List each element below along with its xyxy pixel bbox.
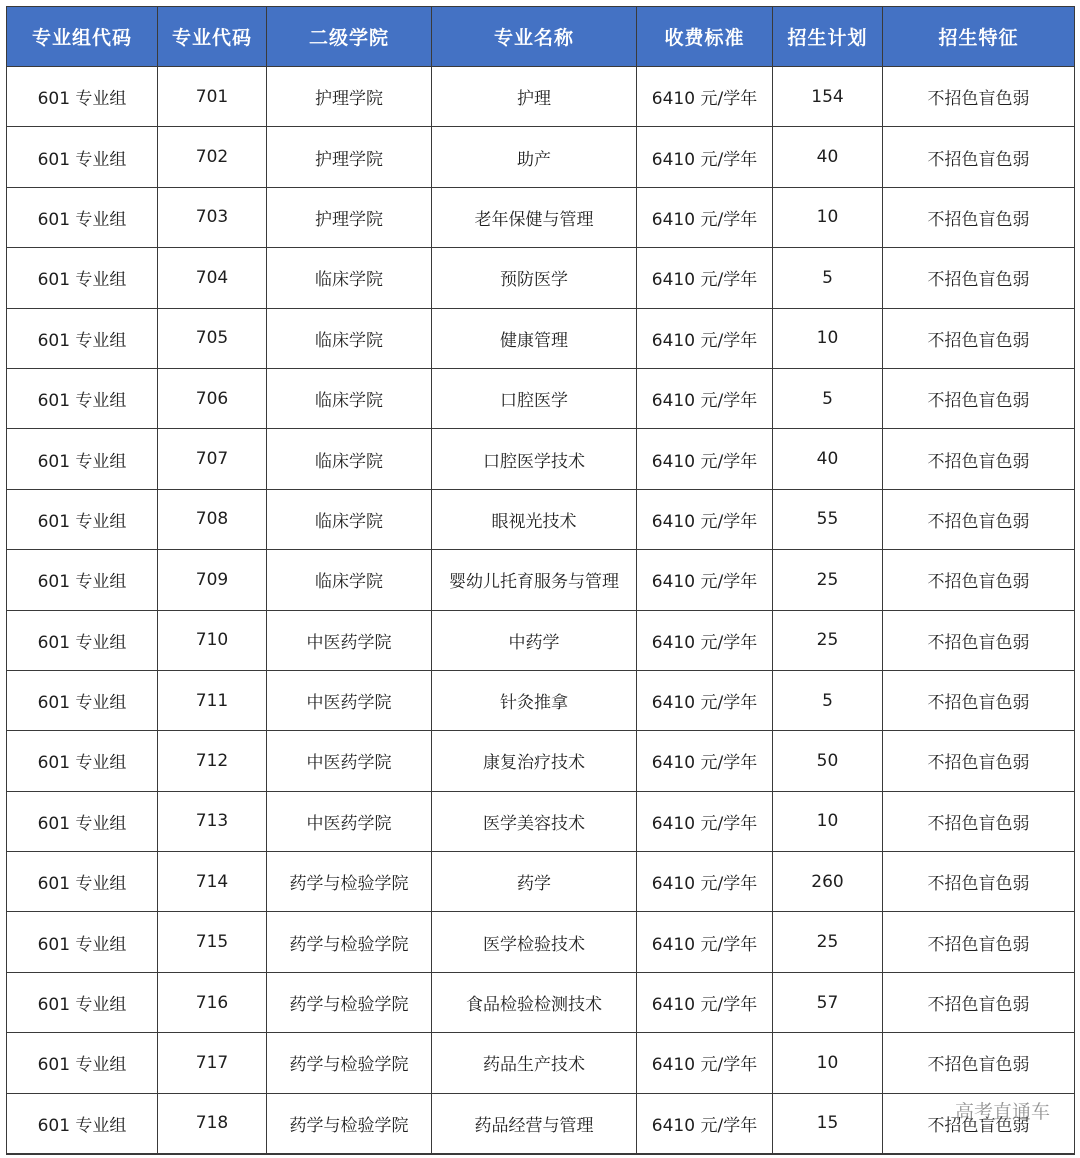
cell-enrollment-plan: 25: [773, 610, 883, 670]
table-row: [7, 248, 1075, 308]
cell-fee: 6410 元/学年: [637, 912, 773, 972]
cell-major-name: 药学: [432, 852, 637, 912]
table-row: [7, 1093, 1075, 1154]
cell-group-code: 601 专业组: [7, 550, 158, 610]
cell-major-name: 预防医学: [432, 248, 637, 308]
header-group-code: 专业组代码: [7, 7, 158, 67]
cell-college: 药学与检验学院: [267, 1033, 432, 1093]
cell-major-name: 医学检验技术: [432, 912, 637, 972]
cell-requirements: 不招色盲色弱: [883, 1033, 1075, 1093]
cell-college: 中医药学院: [267, 670, 432, 730]
cell-requirements: 不招色盲色弱: [883, 67, 1075, 127]
cell-fee: 6410 元/学年: [637, 368, 773, 428]
cell-group-code: 601 专业组: [7, 972, 158, 1032]
cell-college: 临床学院: [267, 308, 432, 368]
cell-major-code: 714: [158, 852, 267, 912]
header-requirements: 招生特征: [883, 7, 1075, 67]
header-major-name: 专业名称: [432, 7, 637, 67]
table-row: [7, 912, 1075, 972]
table-row: [7, 127, 1075, 187]
cell-major-name: 针灸推拿: [432, 670, 637, 730]
cell-major-code: 705: [158, 308, 267, 368]
header-enrollment-plan: 招生计划: [773, 7, 883, 67]
cell-enrollment-plan: 5: [773, 368, 883, 428]
cell-college: 药学与检验学院: [267, 972, 432, 1032]
cell-major-name: 药品经营与管理: [432, 1093, 637, 1154]
cell-group-code: 601 专业组: [7, 308, 158, 368]
cell-major-code: 715: [158, 912, 267, 972]
cell-major-code: 712: [158, 731, 267, 791]
cell-fee: 6410 元/学年: [637, 972, 773, 1032]
cell-college: 药学与检验学院: [267, 1093, 432, 1154]
cell-enrollment-plan: 50: [773, 731, 883, 791]
table-row: [7, 731, 1075, 791]
table-row: [7, 610, 1075, 670]
cell-major-name: 口腔医学技术: [432, 429, 637, 489]
cell-college: 药学与检验学院: [267, 852, 432, 912]
cell-enrollment-plan: 10: [773, 187, 883, 247]
cell-major-code: 713: [158, 791, 267, 851]
cell-fee: 6410 元/学年: [637, 429, 773, 489]
cell-enrollment-plan: 40: [773, 127, 883, 187]
cell-college: 药学与检验学院: [267, 912, 432, 972]
cell-major-code: 706: [158, 368, 267, 428]
cell-college: 护理学院: [267, 67, 432, 127]
cell-major-code: 717: [158, 1033, 267, 1093]
cell-enrollment-plan: 25: [773, 912, 883, 972]
cell-enrollment-plan: 260: [773, 852, 883, 912]
cell-requirements: 不招色盲色弱: [883, 308, 1075, 368]
cell-group-code: 601 专业组: [7, 1033, 158, 1093]
cell-requirements: 不招色盲色弱: [883, 127, 1075, 187]
cell-major-name: 康复治疗技术: [432, 731, 637, 791]
cell-group-code: 601 专业组: [7, 791, 158, 851]
table-row: [7, 187, 1075, 247]
cell-major-name: 口腔医学: [432, 368, 637, 428]
header-college: 二级学院: [267, 7, 432, 67]
cell-college: 临床学院: [267, 489, 432, 549]
cell-major-name: 食品检验检测技术: [432, 972, 637, 1032]
cell-group-code: 601 专业组: [7, 670, 158, 730]
cell-college: 护理学院: [267, 187, 432, 247]
cell-major-name: 护理: [432, 67, 637, 127]
cell-fee: 6410 元/学年: [637, 550, 773, 610]
table-row: [7, 429, 1075, 489]
cell-fee: 6410 元/学年: [637, 731, 773, 791]
cell-requirements: 不招色盲色弱: [883, 972, 1075, 1032]
cell-fee: 6410 元/学年: [637, 791, 773, 851]
table-row: [7, 670, 1075, 730]
cell-group-code: 601 专业组: [7, 912, 158, 972]
cell-fee: 6410 元/学年: [637, 67, 773, 127]
cell-college: 护理学院: [267, 127, 432, 187]
cell-requirements: 不招色盲色弱: [883, 550, 1075, 610]
cell-college: 临床学院: [267, 429, 432, 489]
cell-college: 临床学院: [267, 368, 432, 428]
cell-fee: 6410 元/学年: [637, 670, 773, 730]
cell-requirements: 不招色盲色弱: [883, 852, 1075, 912]
cell-college: 中医药学院: [267, 731, 432, 791]
cell-requirements: 不招色盲色弱: [883, 610, 1075, 670]
cell-requirements: 不招色盲色弱: [883, 1093, 1075, 1154]
table-row: [7, 791, 1075, 851]
header-major-code: 专业代码: [158, 7, 267, 67]
cell-requirements: 不招色盲色弱: [883, 187, 1075, 247]
table-body: [7, 67, 1075, 1155]
cell-requirements: 不招色盲色弱: [883, 670, 1075, 730]
cell-enrollment-plan: 10: [773, 791, 883, 851]
table-header-row: [7, 7, 1075, 67]
cell-major-name: 婴幼儿托育服务与管理: [432, 550, 637, 610]
cell-group-code: 601 专业组: [7, 429, 158, 489]
cell-fee: 6410 元/学年: [637, 308, 773, 368]
cell-major-code: 711: [158, 670, 267, 730]
cell-college: 中医药学院: [267, 610, 432, 670]
table-row: [7, 489, 1075, 549]
cell-enrollment-plan: 57: [773, 972, 883, 1032]
cell-fee: 6410 元/学年: [637, 187, 773, 247]
cell-enrollment-plan: 5: [773, 670, 883, 730]
cell-requirements: 不招色盲色弱: [883, 791, 1075, 851]
cell-major-code: 707: [158, 429, 267, 489]
cell-major-code: 718: [158, 1093, 267, 1154]
cell-major-name: 眼视光技术: [432, 489, 637, 549]
cell-major-name: 健康管理: [432, 308, 637, 368]
cell-college: 临床学院: [267, 248, 432, 308]
cell-requirements: 不招色盲色弱: [883, 368, 1075, 428]
cell-group-code: 601 专业组: [7, 852, 158, 912]
cell-major-code: 702: [158, 127, 267, 187]
table-row: [7, 1033, 1075, 1093]
cell-enrollment-plan: 10: [773, 1033, 883, 1093]
cell-group-code: 601 专业组: [7, 1093, 158, 1154]
cell-major-code: 709: [158, 550, 267, 610]
header-fee: 收费标准: [637, 7, 773, 67]
cell-requirements: 不招色盲色弱: [883, 429, 1075, 489]
cell-enrollment-plan: 15: [773, 1093, 883, 1154]
cell-group-code: 601 专业组: [7, 67, 158, 127]
cell-enrollment-plan: 10: [773, 308, 883, 368]
cell-enrollment-plan: 154: [773, 67, 883, 127]
cell-major-name: 药品生产技术: [432, 1033, 637, 1093]
cell-enrollment-plan: 5: [773, 248, 883, 308]
cell-group-code: 601 专业组: [7, 248, 158, 308]
cell-enrollment-plan: 40: [773, 429, 883, 489]
cell-requirements: 不招色盲色弱: [883, 489, 1075, 549]
cell-college: 临床学院: [267, 550, 432, 610]
cell-fee: 6410 元/学年: [637, 489, 773, 549]
cell-major-name: 助产: [432, 127, 637, 187]
cell-major-code: 703: [158, 187, 267, 247]
cell-fee: 6410 元/学年: [637, 248, 773, 308]
cell-group-code: 601 专业组: [7, 187, 158, 247]
cell-major-code: 701: [158, 67, 267, 127]
cell-major-name: 医学美容技术: [432, 791, 637, 851]
cell-requirements: 不招色盲色弱: [883, 912, 1075, 972]
cell-enrollment-plan: 25: [773, 550, 883, 610]
cell-group-code: 601 专业组: [7, 368, 158, 428]
cell-major-code: 710: [158, 610, 267, 670]
cell-group-code: 601 专业组: [7, 731, 158, 791]
cell-fee: 6410 元/学年: [637, 852, 773, 912]
cell-major-name: 老年保健与管理: [432, 187, 637, 247]
cell-major-code: 704: [158, 248, 267, 308]
cell-fee: 6410 元/学年: [637, 610, 773, 670]
cell-college: 中医药学院: [267, 791, 432, 851]
cell-requirements: 不招色盲色弱: [883, 731, 1075, 791]
cell-fee: 6410 元/学年: [637, 1093, 773, 1154]
table-row: [7, 852, 1075, 912]
cell-fee: 6410 元/学年: [637, 127, 773, 187]
cell-major-code: 708: [158, 489, 267, 549]
table-row: [7, 308, 1075, 368]
table-row: [7, 368, 1075, 428]
cell-major-name: 中药学: [432, 610, 637, 670]
cell-group-code: 601 专业组: [7, 127, 158, 187]
table-row: [7, 550, 1075, 610]
admissions-table-container: [6, 6, 1074, 1155]
table-row: [7, 972, 1075, 1032]
table-row: [7, 67, 1075, 127]
cell-requirements: 不招色盲色弱: [883, 248, 1075, 308]
cell-group-code: 601 专业组: [7, 489, 158, 549]
admissions-table: [6, 6, 1075, 1155]
cell-group-code: 601 专业组: [7, 610, 158, 670]
cell-enrollment-plan: 55: [773, 489, 883, 549]
cell-fee: 6410 元/学年: [637, 1033, 773, 1093]
cell-major-code: 716: [158, 972, 267, 1032]
watermark-text: 高考直通车: [954, 1101, 1050, 1123]
